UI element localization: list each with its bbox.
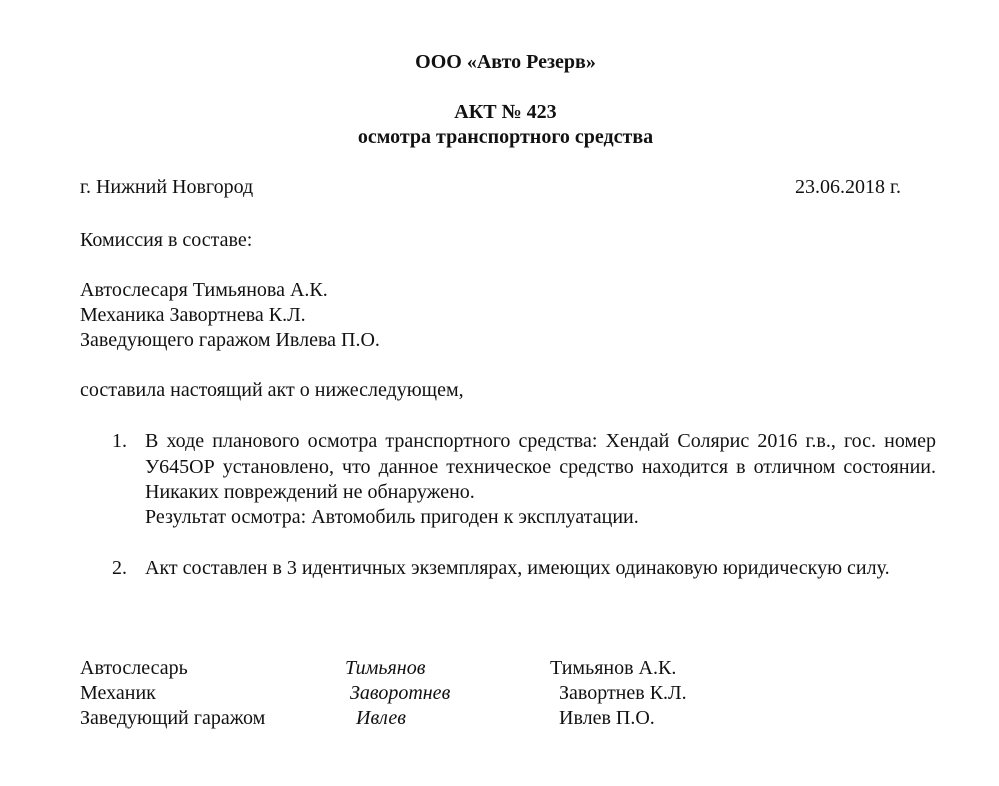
commission-intro: Комиссия в составе: (80, 229, 253, 251)
date: 23.06.2018 г. (795, 176, 901, 198)
commission-member: Заведующего гаражом Ивлева П.О. (80, 329, 380, 351)
handwritten-signature: Тимьянов (345, 657, 426, 679)
act-title: АКТ № 423 (454, 101, 557, 123)
commission-lead: составила настоящий акт о нижеследующем, (80, 379, 464, 401)
signer-name: Ивлев П.О. (559, 707, 655, 729)
list-item-text: Акт составлен в 3 идентичных экземплярах, имеющих одинаковую юридическую силу. (145, 557, 890, 579)
list-item-number: 1. (112, 430, 127, 452)
signer-position: Заведующий гаражом (80, 707, 266, 729)
signer-name: Завортнев К.Л. (559, 682, 687, 704)
handwritten-signature: Заворотнев (350, 682, 451, 704)
handwritten-signature: Ивлев (356, 707, 406, 729)
act-subtitle: осмотра транспортного средства (357, 126, 654, 148)
city: г. Нижний Новгород (80, 176, 254, 198)
list-item-text: В ходе планового осмотра транспортного средства: Хендай Солярис 2016 г.в., гос. номер У645ОР установлено, что данное техническое средство находится в отличном состоянии. Никаких повреждений не обнаружено. (145, 430, 936, 503)
signer-position: Автослесарь (80, 657, 188, 679)
commission-member: Механика Завортнева К.Л. (80, 304, 306, 326)
commission-member: Автослесаря Тимьянова А.К. (80, 279, 328, 301)
list-item-number: 2. (112, 557, 127, 579)
inspection-result: Результат осмотра: Автомобиль пригоден к эксплуатации. (145, 506, 639, 528)
signer-name: Тимьянов А.К. (550, 657, 677, 679)
company-name: ООО «Авто Резерв» (415, 51, 596, 73)
signer-position: Механик (80, 682, 156, 704)
